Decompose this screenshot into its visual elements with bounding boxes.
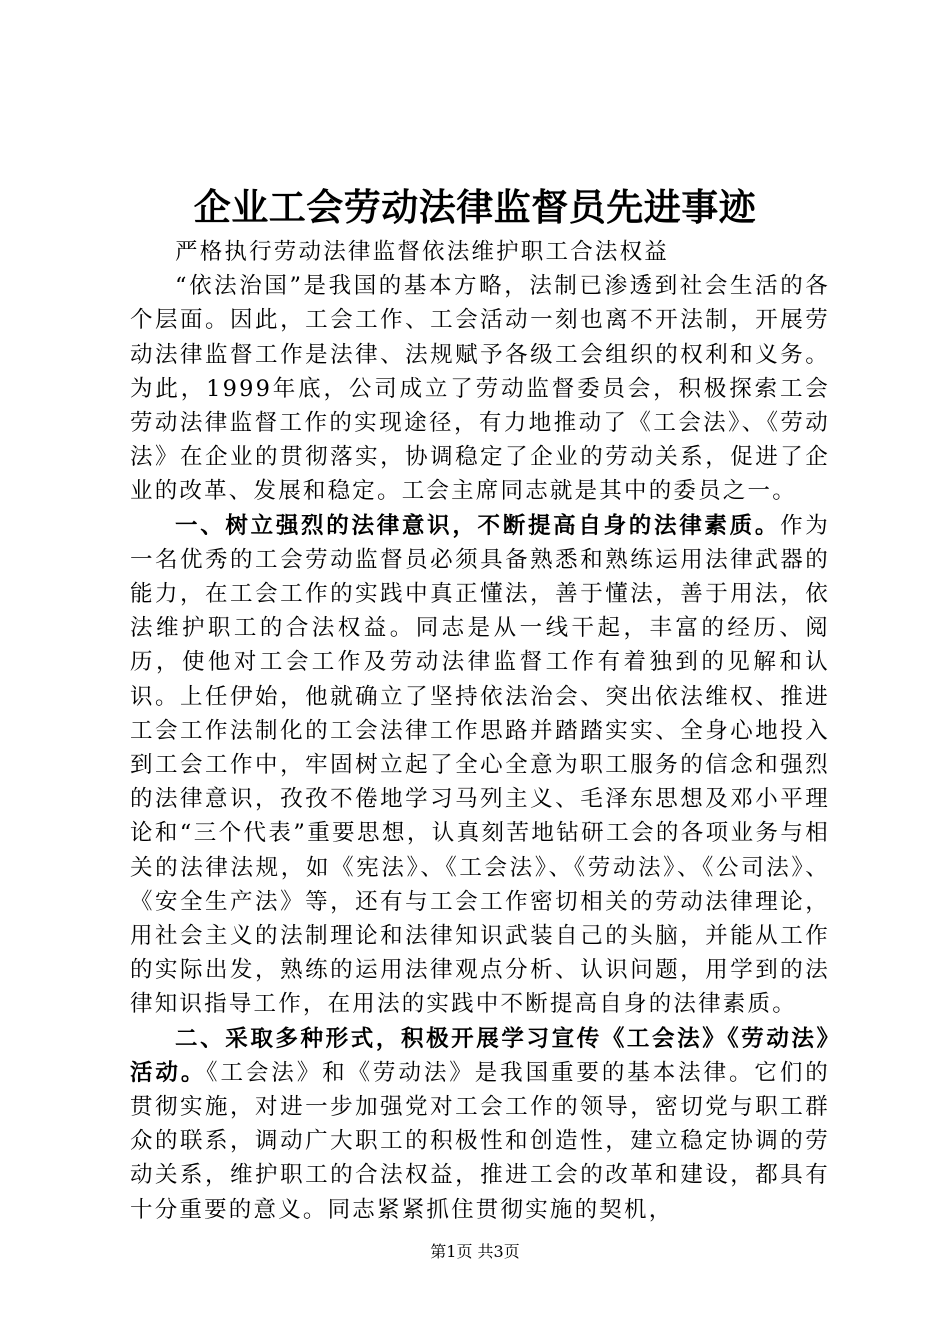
paragraph-text: 《工会法》和《劳动法》是我国重要的基本法律。它们的贯彻实施，对进一步加强党对工会工作的领导，密切党与职工群众的联系，调动广大职工的积极性和创造性，建立稳定协调的劳动关系，维护职工的合法权益，推进工会的改革和建设，都具有十分重要的意义。同志紧紧抓住贯彻实施的契机，	[130, 1059, 830, 1223]
paragraph	[130, 269, 830, 508]
document-body	[130, 235, 830, 1227]
paragraph	[130, 1022, 830, 1227]
paragraph-text: “依法治国”是我国的基本方略，法制已渗透到社会生活的各个层面。因此，工会工作、工会活动一刻也离不开法制，开展劳动法律监督工作是法律、法规赋予各级工会组织的权利和义务。为此，1999年底，公司成立了劳动监督委员会，积极探索工会劳动法律监督工作的实现途径，有力地推动了《工会法》、《劳动法》在企业的贯彻落实，协调稳定了企业的劳动关系，促进了企业的改革、发展和稳定。工会主席同志就是其中的委员之一。	[130, 273, 830, 505]
document-subtitle: 严格执行劳动法律监督依法维护职工合法权益	[175, 239, 670, 265]
section-heading: 二、采取多种形式，积极开展学习宣传《工会法》《劳动法》活动。	[130, 1025, 830, 1086]
section-heading: 一、树立强烈的法律意识，不断提高自身的法律素质。	[175, 512, 781, 539]
paragraph-text: 作为一名优秀的工会劳动监督员必须具备熟悉和熟练运用法律武器的能力，在工会工作的实践中真正懂法，善于懂法，善于用法，依法维护职工的合法权益。同志是从一线干起，丰富的经历、阅历，使他对工会工作及劳动法律监督工作有着独到的见解和认识。上任伊始，他就确立了坚持依法治会、突出依法维权、推进工会工作法制化的工会法律工作思路并踏踏实实、全身心地投入到工会工作中，牢固树立起了全心全意为职工服务的信念和强烈的法律意识，孜孜不倦地学习马列主义、毛泽东思想及邓小平理论和“三个代表”重要思想，认真刻苦地钻研工会的各项业务与相关的法律法规，如《宪法》、《工会法》、《劳动法》、《公司法》、《安全生产法》等，还有与工会工作密切相关的劳动法律理论，用社会主义的法制理论和法律知识武装自己的头脑，并能从工作的实际出发，熟练的运用法律观点分析、认识问题，用学到的法律知识指导工作，在用法的实践中不断提高自身的法律素质。	[130, 512, 830, 1018]
paragraph	[130, 509, 830, 1022]
page-footer: 第1页 共3页	[430, 1242, 520, 1261]
document-title: 企业工会劳动法律监督员先进事迹	[193, 186, 757, 229]
